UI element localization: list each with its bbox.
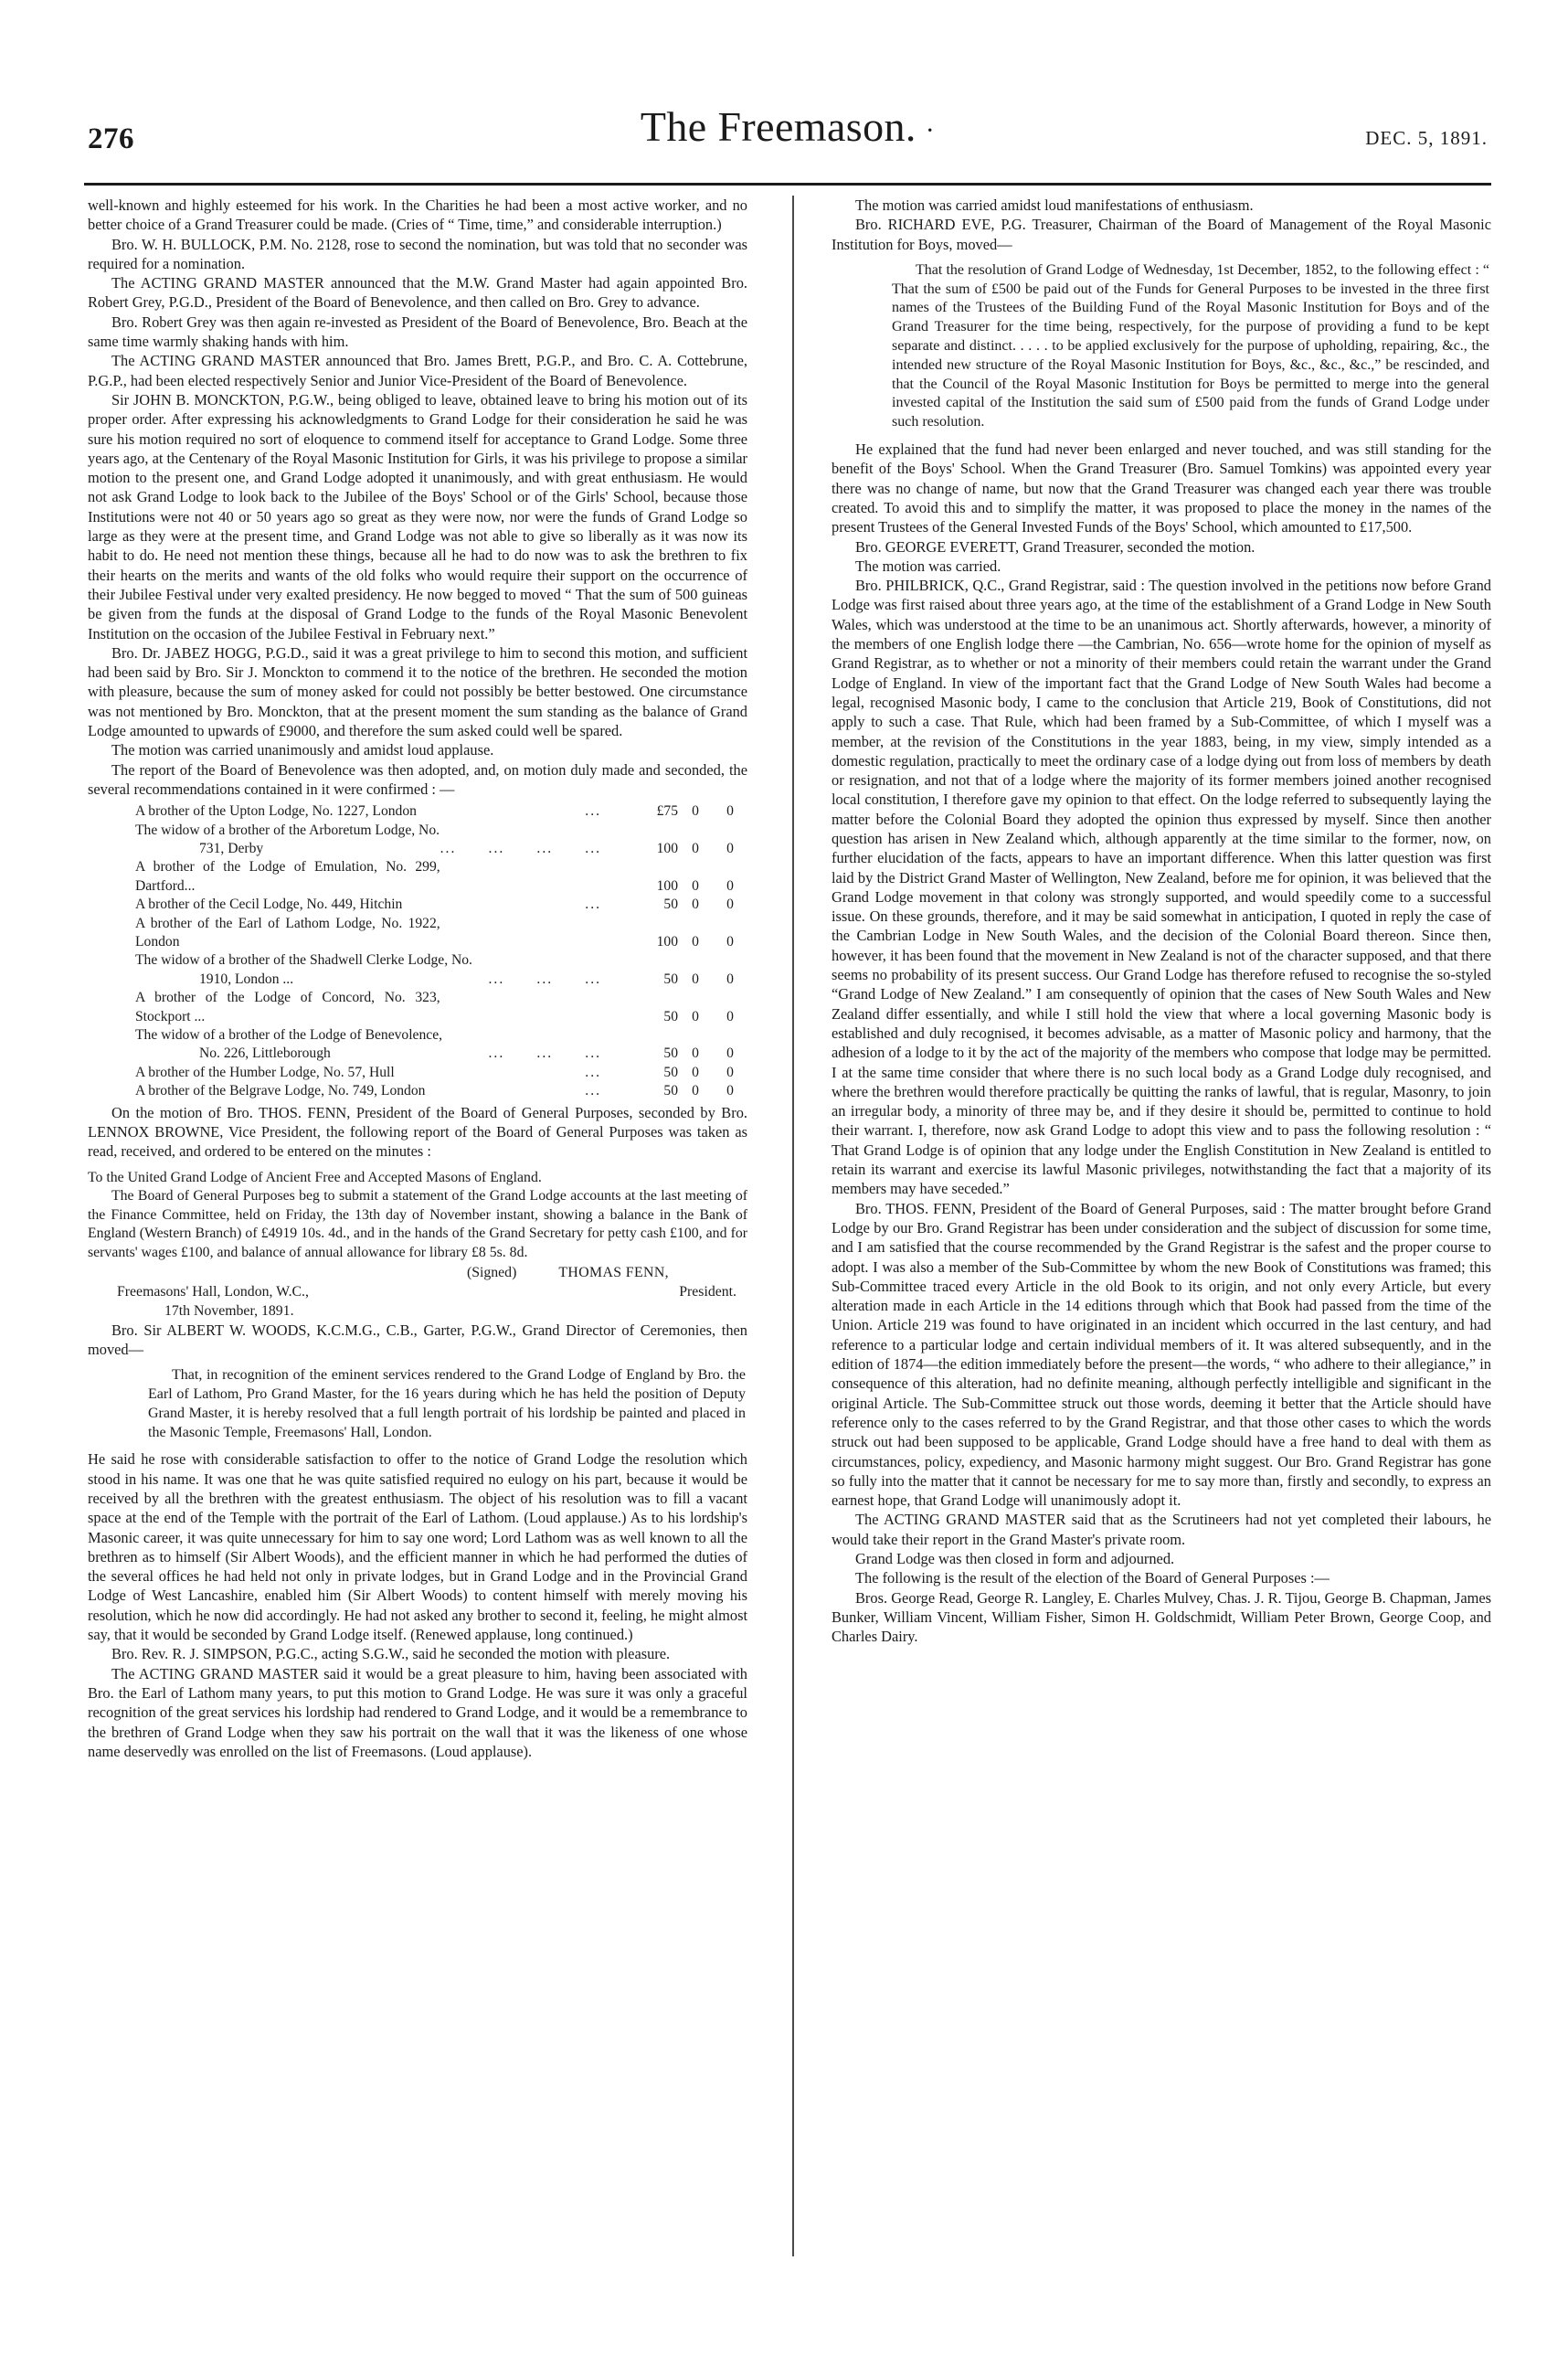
table-row <box>88 951 747 970</box>
table-row <box>88 1064 747 1082</box>
spacer <box>832 254 1491 261</box>
signature-row <box>88 1263 747 1282</box>
address-and-title-row <box>88 1282 747 1301</box>
grant-leader: ... ... ... <box>488 971 601 987</box>
grant-pence: 0 <box>726 841 734 857</box>
paragraph: The motion was carried. <box>855 557 1001 575</box>
grant-description: A brother of the Humber Lodge, No. 57, Hull <box>135 1064 395 1080</box>
grant-pence: 0 <box>726 803 734 820</box>
grant-shillings: 0 <box>692 934 699 950</box>
grant-leader <box>440 915 610 952</box>
grant-description: The widow of a brother of the Lodge of Benevolence, <box>135 1027 443 1044</box>
address-line-2: 17th November, 1891. <box>164 1302 294 1319</box>
grant-description: A brother of the Upton Lodge, No. 1227, London <box>135 803 417 820</box>
grant-description-cont: 1910, London ... <box>199 971 294 987</box>
table-row <box>88 915 747 952</box>
grant-shillings: 0 <box>692 1045 699 1062</box>
grant-description: A brother of the Earl of Lathom Lodge, No. 1922, London <box>135 915 440 950</box>
grant-shillings: 0 <box>692 1008 699 1024</box>
grant-shillings: 0 <box>692 803 699 820</box>
paragraph: Sir JOHN B. MONCKTON, P.G.W., being obliged to leave, obtained leave to bring his motion out of its proper order. After expressing his acknowledgments to Grand Lodge for their consideration he said he was sure his motion required no sort of eloquence to commend itself for acceptance to Grand Lodge. Some three years ago, at the Centenary of the Royal Masonic Institution for Girls, it was his privilege to propose a similar motion to the present one, and Grand Lodge adopted it unanimously, and with great enthusiasm. He would not ask Grand Lodge to look back to the Jubilee of the Boys' School or of the Girls' School, because those Institutions were not 40 or 50 years ago so great as they were now, nor were the funds of Grand Lodge so large as they were at the present time, and Grand Lodge was not able to give so liberally as it was now its habit to do. He need not mention these things, because all he had to do now was to ask the brethren to fix their hearts on the merits and wants of the old folks who would require their support on the occurrence of their Jubilee Festival under very exalted presidency. He now begged to moved “ That the sum of 500 guineas be given from the funds at the disposal of Grand Lodge to the funds of the Royal Masonic Benevolent Institution on the occasion of the Jubilee Festival in February next.” <box>88 390 747 642</box>
grant-shillings: 0 <box>692 841 699 857</box>
table-row <box>88 1045 747 1063</box>
report-heading: To the United Grand Lodge of Ancient Free and Accepted Masons of England. <box>88 1169 542 1185</box>
address-line-1: Freemasons' Hall, London, W.C., <box>117 1283 309 1300</box>
paragraph: Bro. Dr. JABEZ HOGG, P.G.D., said it was a great privilege to him to second this motion, and sufficient had been said by Bro. Sir J. Monckton to commend it to the notice of the brethren. He seconded the motion with pleasure, because the sum of money asked for could not possibly be better bestowed. One circumstance was not mentioned by Bro. Monckton, that at the present moment the sum standing as the balance of Grand Lodge amounted to upwards of £9000, and therefore the sum asked could well be spared. <box>88 643 747 740</box>
grant-description-cont: No. 226, Littleborough <box>199 1045 331 1062</box>
paragraph: well-known and highly esteemed for his work. In the Charities he had been a most active worker, and no better choice of a Grand Treasurer could be made. (Cries of “ Time, time,” and considerable interruption.) <box>88 196 747 234</box>
spacer <box>88 1162 747 1169</box>
table-row <box>88 1026 747 1045</box>
grant-pounds: 50 <box>663 897 678 913</box>
grant-pounds: 50 <box>663 1045 678 1062</box>
paragraph: Bros. George Read, George R. Langley, E. Charles Mulvey, Chas. J. R. Tijou, George B. Chapman, James Bunker, William Vincent, William Fisher, Simon H. Goldschmidt, William Peter Brown, George Coop, and Charles Dairy. <box>832 1588 1491 1646</box>
table-row <box>88 896 747 914</box>
grant-shillings: 0 <box>692 1064 699 1080</box>
grant-description: A brother of the Lodge of Concord, No. 323, Stockport ... <box>135 990 440 1024</box>
grant-pence: 0 <box>726 897 734 913</box>
paragraph: The ACTING GRAND MASTER announced that Bro. James Brett, P.G.P., and Bro. C. A. Cottebrune, P.G.P., had been elected respectively Senior and Junior Vice-President of the Board of Benevolence. <box>88 352 747 389</box>
grant-leader <box>440 989 610 1026</box>
grant-pounds: 50 <box>663 971 678 987</box>
paragraph: Bro. RICHARD EVE, P.G. Treasurer, Chairman of the Board of Management of the Royal Masonic Institution for Boys, moved— <box>832 216 1491 253</box>
grant-pence: 0 <box>726 1064 734 1080</box>
resolution-quote: That the resolution of Grand Lodge of Wednesday, 1st December, 1852, to the following effect : “ That the sum of £500 be paid out of the Funds for General Purposes to be invested in the three first names of the Trustees of the Building Fund of the Royal Masonic Institution for Boys and of the Grand Treasurer for the time being, respectively, for the purpose of providing a fund to be kept separate and distinct. . . . . to be applied exclusively for the purpose of upholding, repairing, &c., the intended new structure of the Royal Masonic Institution for Boys, &c., &c., &c.,” be rescinded, and that the Council of the Royal Masonic Institution for Boys be permitted to merge into the general invested capital of the Institution the said sum of £500 paid from the funds of Grand Lodge under such resolution. <box>892 261 1489 430</box>
signatory-title: President. <box>679 1283 736 1300</box>
grant-leader: ... <box>585 897 601 913</box>
paragraph: On the motion of Bro. THOS. FENN, President of the Board of General Purposes, seconded by Bro. LENNOX BROWNE, Vice President, the following report of the Board of General Purposes was taken as read, received, and ordered to be entered on the minutes : <box>88 1103 747 1161</box>
grant-shillings: 0 <box>692 897 699 913</box>
paragraph: Bro. GEORGE EVERETT, Grand Treasurer, seconded the motion. <box>855 537 1255 556</box>
publication-title-text: The Freemason. <box>640 103 916 150</box>
paragraph: Bro. W. H. BULLOCK, P.M. No. 2128, rose to second the nomination, but was told that no seconder was required for a nomination. <box>88 235 747 272</box>
table-row <box>88 840 747 858</box>
paragraph: Bro. Rev. R. J. SIMPSON, P.G.C., acting S.G.W., said he seconded the motion with pleasure. <box>111 1645 671 1663</box>
publication-title <box>88 102 1488 151</box>
signatory-name: THOMAS FENN, <box>558 1264 669 1280</box>
grant-shillings: 0 <box>692 971 699 987</box>
table-row <box>88 989 747 1026</box>
grant-description-cont: 731, Derby <box>199 841 264 857</box>
paragraph: The ACTING GRAND MASTER announced that the M.W. Grand Master had again appointed Bro. Robert Grey, P.G.D., President of the Board of Benevolence, and then called on Bro. Grey to advance. <box>88 274 747 312</box>
benevolence-grants-table <box>88 802 747 1101</box>
grant-description: A brother of the Cecil Lodge, No. 449, Hitchin <box>135 897 403 913</box>
grant-table-body <box>88 802 747 1101</box>
paragraph: The motion was carried amidst loud manifestations of enthusiasm. <box>855 196 1254 214</box>
paragraph: The ACTING GRAND MASTER said it would be a great pleasure to him, having been associated with Bro. the Earl of Lathom many years, to put this motion to Grand Lodge. He was sure it was only a graceful recognition of the great services his lordship had rendered to Grand Lodge, and it would be a remembrance to the brethren of Grand Lodge when they saw his portrait on the wall that it was the likeness of one whose name deservedly was enrolled on the list of Freemasons. (Loud applause). <box>88 1664 747 1760</box>
grant-pounds: 100 <box>656 934 678 950</box>
paragraph: He said he rose with considerable satisfaction to offer to the notice of Grand Lodge the resolution which stood in his name. It was one that he was quite satisfied required no eulogy on his part, because it would be received by all the brethren with the greatest enthusiasm. The object of his resolution was to fill a vacant space at the end of the Temple with the portrait of the Earl of Lathom. (Loud applause.) As to his lordship's Masonic career, it was quite unnecessary for him to say one word; Lord Lathom was as well known to all the brethren as to himself (Sir Albert Woods), and the efficient manner in which he had performed the duties of the several offices he had held not only in private lodges, but in Grand Lodge and in the Provincial Grand Lodge of West Lancashire, enabled him (Sir Albert Woods) to content himself with merely moving his resolution, which he now did accordingly. He had not asked any brother to second it, feeling, he might almost say, that it would be seconded by Grand Lodge itself. (Renewed applause, long continued.) <box>88 1450 747 1644</box>
grant-leader: ... <box>585 1064 601 1080</box>
column-divider <box>792 196 794 2256</box>
left-column <box>88 196 747 1761</box>
masthead-rule <box>84 183 1491 186</box>
masthead <box>88 102 1488 181</box>
issue-date-text: DEC. 5, 1891. <box>1365 127 1488 149</box>
grant-leader <box>440 858 610 896</box>
table-row <box>88 802 747 821</box>
paragraph: The report of the Board of Benevolence was then adopted, and, on motion duly made and seconded, the several recommendations contained in it were confirmed : — <box>88 760 747 798</box>
grant-pounds: 50 <box>663 1083 678 1099</box>
right-column <box>832 196 1491 1646</box>
paragraph: The following is the result of the election of the Board of General Purposes :— <box>855 1569 1330 1587</box>
report-body: The Board of General Purposes beg to submit a statement of the Grand Lodge accounts at the last meeting of the Finance Committee, held on Friday, the 13th day of November instant, showing a balance in the Bank of England (Western Branch) of £4919 10s. 4d., and in the hands of the Grand Secretary for petty cash £100, and for servants' wages £100, and balance of annual allowance for library £8 5s. 8d. <box>88 1188 747 1260</box>
paragraph: Bro. PHILBRICK, Q.C., Grand Registrar, said : The question involved in the petitions now before Grand Lodge was first raised about three years ago, at the time of the establishment of a Grand Lodge in New South Wales, which was understood at the time to be an unanimous act. Shortly afterwards, however, a minority of the members of one English lodge there —the Cambrian, No. 656—wrote home for the opinion of myself as Grand Registrar, as to whether or not a minority of their members could retain the warrant under the Grand Lodge of England. In view of the important fact that the Grand Lodge of New South Wales had become a legal, recognised Masonic body, I came to the conclusion that Article 219, Book of Constitutions, did not apply to such a case. That Rule, which had been framed by a Sub-Committee, of which I myself was a member, at the revision of the Constitutions in the year 1883, being, in my view, simply intended as a domestic regulation, practically to meet the ordinary case of a lodge dying out from loss of members by death or resignation, and not that of a lodge where the majority of its former members joined another recognised local constitution, I therefore gave my opinion to that effect. On the lodge referred to subsequently laying the matter before the Colonial Board they adopted the opinion thus expressed by myself. Since then another question has arisen in New Zealand which, although apparently at the time similar to the former, now, on further elucidation of the facts, appears to have an important difference. When this latter question was first laid by the District Grand Master of Wellington, New Zealand, before me for opinion, it was believed that the Grand Lodge movement in that colony was strongly supported, and would speedily come to a successful issue. On these grounds, therefore, and it may be said somewhat in anticipation, I quoted in reply the case of the Cambrian Lodge in New South Wales, and the decision of the Colonial Board thereon. Since then, however, it has been found that the movement in New Zealand is not of the character supposed, and that there seems no probability of its present success. Our Grand Lodge has therefore refused to recognise the so-styled “Grand Lodge of New Zealand.” I am consequently of opinion that the cases of New South Wales and New Zealand differ essentially, and while I still hold the view that where a local governing Masonic body is established and duly recognised, it becomes advisable, as a matter of Masonic policy and harmony, that the adhesion of a lodge to it by the act of the majority of the members who compose that lodge may be permitted. I at the same time consider that where there is no such local body as a Grand Lodge duly recognised, and where the brethren would therefore practically be quitting the ranks of lawful, that is regular, Masonry, to join an irregular body, a minority of three may be, and if they desire it should be, permitted to continue to hold their warrant. I, therefore, now ask Grand Lodge to adopt this view and to pass the following resolution : “ That Grand Lodge is of opinion that any lodge under the English Constitution in New Zealand is entitled to retain its warrant and exercise its lawful Masonic privileges, notwithstanding the fact that a majority of its members may have seceded.” <box>832 577 1491 1198</box>
grant-pence: 0 <box>726 1008 734 1024</box>
issue-date <box>1365 122 1488 151</box>
grant-pounds: 100 <box>656 841 678 857</box>
paragraph: Bro. Sir ALBERT W. WOODS, K.C.M.G., C.B., Garter, P.G.W., Grand Director of Ceremonies, then moved— <box>88 1321 747 1358</box>
grant-leader: ... <box>585 803 601 820</box>
grant-pence: 0 <box>726 1045 734 1062</box>
paragraph: He explained that the fund had never been enlarged and never touched, and was still standing for the benefit of the Boys' School. When the Grand Treasurer (Bro. Samuel Tomkins) was appointed every year there was no change of name, but now that the Grand Treasurer was changed each year there was trouble created. To avoid this and to simplify the matter, it was proposed to place the money in the names of the present Trustees of the General Invested Funds of the Boys' School, which amounted to £17,500. <box>832 440 1491 536</box>
table-row <box>88 1082 747 1100</box>
spacer <box>88 1359 747 1366</box>
paragraph: Bro. THOS. FENN, President of the Board of General Purposes, said : The matter brought before Grand Lodge by our Bro. Grand Registrar has been under consideration and the subject of discussion for some time, and I am satisfied that the course recommended by the Grand Registrar is the safest and the proper course to adopt. I was also a member of the Sub-Committee by whom the new Book of Constitutions was framed; this Sub-Committee traced every Article in the old Book to its origin, and not only every Article, but every alteration made in each Article in the 14 editions through which that Book had passed from the time of the Union. Article 219 was found to have originated in an incident which occurred in the last century, and had reference to a particular lodge and certain individual members of it. It was altered subsequently, and in the edition of 1874—the edition immediately before the present—the words, “ who adhere to their allegiance,” in consequence of this alteration, had no definite meaning, although perfectly intelligible and significant in the original Article. The Sub-Committee struck out those words, deeming it better that the Article should have reference only to the cases referred to by the Grand Registrar, and that those other cases to which the words struck out had been supposed to be applicable, Grand Lodge should have a free hand to deal with them as circumstances, policy, expediency, and Masonic harmony might suggest. Our Bro. Grand Registrar has gone so fully into the matter that it cannot be necessary for me to say more than, firstly and secondly, to express an earnest hope, that Grand Lodge will unanimously adopt it. <box>832 1199 1491 1510</box>
paragraph: The motion was carried unanimously and amidst loud applause. <box>111 741 494 759</box>
grant-leader: ... ... ... <box>488 1045 601 1062</box>
grant-description: The widow of a brother of the Shadwell Clerke Lodge, No. <box>135 952 472 969</box>
table-row <box>88 971 747 989</box>
signed-label: (Signed) <box>466 1264 517 1280</box>
grant-pence: 0 <box>726 934 734 950</box>
grant-pence: 0 <box>726 1083 734 1099</box>
paragraph: The ACTING GRAND MASTER said that as the Scrutineers had not yet completed their labours, he would take their report in the Grand Master's private room. <box>832 1511 1491 1548</box>
spacer <box>88 1442 747 1449</box>
grant-pence: 0 <box>726 877 734 894</box>
grant-leader: ... ... ... ... <box>440 841 601 857</box>
grant-leader: ... <box>585 1083 601 1099</box>
grant-pounds: 50 <box>663 1008 678 1024</box>
grant-pence: 0 <box>726 971 734 987</box>
grant-pounds: £75 <box>656 803 678 820</box>
paragraph: Bro. Robert Grey was then again re-invested as President of the Board of Benevolence, Bro. Beach at the same time warmly shaking hands with him. <box>88 313 747 351</box>
spacer <box>832 432 1491 440</box>
table-row <box>88 822 747 840</box>
grant-pounds: 100 <box>656 877 678 894</box>
grant-description: A brother of the Lodge of Emulation, No. 299, Dartford... <box>135 859 440 894</box>
paragraph: Grand Lodge was then closed in form and adjourned. <box>855 1549 1175 1567</box>
grant-description: The widow of a brother of the Arboretum Lodge, No. <box>135 822 440 838</box>
page-number: 276 <box>88 122 134 155</box>
resolution-quote: That, in recognition of the eminent services rendered to the Grand Lodge of England by Bro. the Earl of Lathom, Pro Grand Master, for the 16 years during which he has held the position of Deputy Grand Master, it is hereby resolved that a full length portrait of his lordship be painted and placed in the Masonic Temple, Freemasons' Hall, London. <box>148 1367 746 1440</box>
title-mark: · <box>925 115 936 146</box>
grant-description: A brother of the Belgrave Lodge, No. 749, London <box>135 1083 426 1099</box>
column-container <box>88 196 1491 2298</box>
grant-shillings: 0 <box>692 877 699 894</box>
grant-shillings: 0 <box>692 1083 699 1099</box>
grant-pounds: 50 <box>663 1064 678 1080</box>
table-row <box>88 858 747 896</box>
